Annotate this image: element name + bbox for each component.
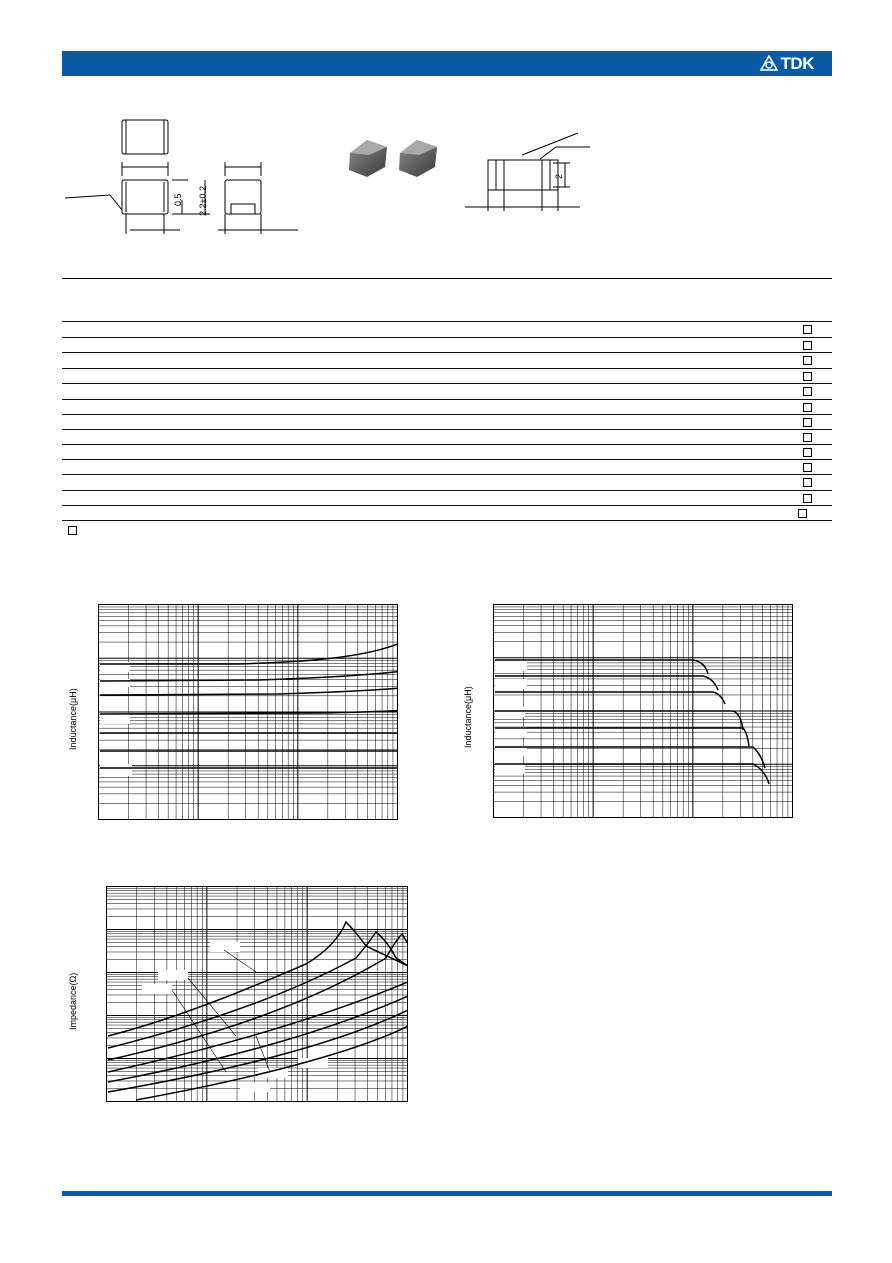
series-line: [100, 676, 398, 695]
product-photo: [345, 135, 445, 185]
curve-label-box: [495, 661, 527, 671]
outline-drawing: [60, 110, 310, 240]
table-top-rule: [62, 278, 832, 279]
row-checkbox[interactable]: [803, 418, 812, 427]
table-row-rule: [62, 444, 832, 445]
header-bar: [62, 51, 832, 76]
row-checkbox[interactable]: [803, 463, 812, 472]
row-checkbox[interactable]: [798, 509, 807, 518]
table-row-rule: [62, 368, 832, 369]
table-row-rule: [62, 337, 832, 338]
row-checkbox[interactable]: [803, 372, 812, 381]
leader-line: [256, 1036, 270, 1072]
row-checkbox[interactable]: [803, 325, 812, 334]
curve-label-box: [158, 970, 188, 980]
land-pattern-drawing: [460, 125, 600, 220]
leader-line: [224, 950, 256, 972]
row-checkbox[interactable]: [803, 387, 812, 396]
table-row-rule: [62, 321, 832, 322]
series-line: [495, 764, 769, 784]
inductance-left-ylabel: Inductance(μH): [68, 688, 78, 750]
row-checkbox[interactable]: [803, 448, 812, 457]
curve-label-box: [100, 714, 130, 724]
series-line: [495, 728, 749, 746]
row-checkbox[interactable]: [803, 403, 812, 412]
series-line: [100, 632, 398, 664]
brand-name: TDK: [780, 54, 814, 73]
row-checkbox[interactable]: [803, 356, 812, 365]
length-dimension: 2.2±0.2: [198, 186, 208, 216]
table-row-rule: [62, 459, 832, 460]
table-row-rule: [62, 429, 832, 430]
series-line: [495, 692, 725, 704]
row-checkbox[interactable]: [803, 341, 812, 350]
curve-label-box: [100, 764, 132, 776]
row-checkbox[interactable]: [803, 478, 812, 487]
row-checkbox[interactable]: [803, 433, 812, 442]
impedance-ylabel: Impedance(Ω): [68, 972, 78, 1030]
inductance-chart-right: [493, 604, 793, 818]
height-dimension: 0.5: [173, 193, 183, 206]
series-line: [495, 676, 718, 690]
curve-label-box: [240, 1082, 270, 1092]
tdk-logo: [760, 55, 814, 72]
table-row-rule: [62, 414, 832, 415]
land-dimension: 2: [554, 173, 564, 179]
inductance-chart-left: [98, 604, 398, 820]
table-row-rule: [62, 352, 832, 353]
series-line: [495, 747, 765, 768]
curve-label-box: [142, 984, 172, 994]
table-row-rule: [62, 505, 832, 506]
note-checkbox[interactable]: [68, 526, 77, 535]
inductance-right-ylabel: Inductance(μH): [463, 686, 473, 748]
impedance-chart: [106, 886, 408, 1102]
table-row-rule: [62, 520, 832, 521]
top-view-body: [122, 120, 168, 154]
table-row-rule: [62, 399, 832, 400]
row-checkbox[interactable]: [803, 494, 812, 503]
curve-label-box: [495, 707, 525, 717]
curve-label-box: [495, 764, 525, 774]
footer-bar: [62, 1191, 832, 1196]
tdk-emblem-icon: [760, 55, 778, 72]
curve-label-box: [495, 679, 527, 689]
table-row-rule: [62, 490, 832, 491]
leader-line: [188, 978, 236, 1036]
table-row-rule: [62, 474, 832, 475]
table-row-rule: [62, 383, 832, 384]
